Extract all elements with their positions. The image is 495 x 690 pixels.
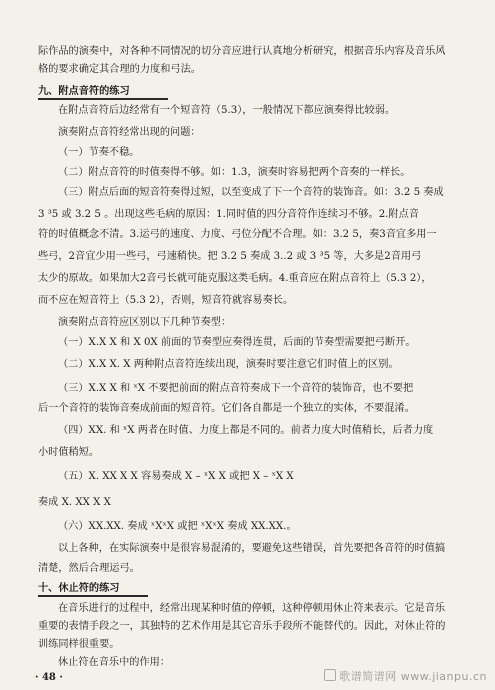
section-heading-dotted-notes: 九、附点音符的练习 — [38, 86, 130, 97]
watermark — [324, 668, 487, 684]
text-line: 重要的表情手段之一，其独特的艺术作用是其它音乐手段所不能替代的。因此，对休止符的 — [38, 621, 446, 632]
text-line: 后一个音符的装饰音奏成前面的短音符。它们各自都是一个独立的实体，不要混淆。 — [38, 403, 415, 414]
text-line: 而不应在短音符上（5.3 2），否则，短音符就容易奏长。 — [38, 295, 294, 306]
text-line: 演奏附点音符应区别以下几种节奏型： — [58, 317, 232, 328]
page-number: · 48 · — [35, 672, 63, 683]
rhythm-line: （六）XX.XX. 奏成 ˣXˣX 或把 ˣXˣX 奏成 XX.XX.。 — [58, 521, 297, 532]
text-line: （三）附点后面的短音符奏得过短，以至变成了下一个音符的装饰音。如：3.2 5 奏成 — [58, 187, 444, 198]
text-line: 格的要求确定其合理的力度和弓法。 — [38, 64, 201, 75]
text-line: 在附点音符后边经常有一个短音符（5.3），一般情况下都应演奏得比较弱。 — [58, 105, 396, 116]
rhythm-line: （三）X.X X 和 ˣX 不要把前面的附点音符奏成下一个音符的装饰音，也不要把 — [58, 383, 414, 394]
watermark-text: 歌谱简谱网 www.jianpu.cn — [339, 670, 487, 683]
text-line: 际作品的演奏中，对各种不同情况的切分音应进行认真地分析研究，根据音乐内容及音乐风 — [38, 46, 446, 57]
text-line: 休止符在音乐中的作用： — [58, 657, 171, 668]
heading-underline — [38, 595, 148, 597]
rhythm-line: （一）X.X X 和 X 0X 前面的节奏型应奏得连贯，后面的节奏型需要把弓断开。 — [58, 337, 416, 348]
text-line: 小时值稍短。 — [38, 447, 100, 458]
text-line: 3 ³5 或 3.2 5 。出现这些毛病的原因：1.同时值的四分音符作连续习不够。2.附点音 — [38, 209, 419, 220]
text-line: 符的时值概念不清。3.运弓的速度、力度、弓位分配不合理。如：3.2 5，奏3音宜多用一 — [38, 229, 437, 240]
text-line: 演奏附点音符经常出现的问题： — [58, 127, 201, 138]
text-line: （一）节奏不稳。 — [58, 147, 140, 158]
text-line: 清楚，然后合理运弓。 — [38, 563, 140, 574]
text-line: 些弓，2音宜少用一些弓，弓速稍快。把 3.2 5 奏成 3..2 或 3 ³5 等，大多是2音用弓 — [38, 251, 422, 262]
text-line: 太少的原故。如果加大2音弓长就可能克服这类毛病。4.重音应在附点音符上（5.3 2）， — [38, 273, 432, 284]
rhythm-line: 奏成 X. XX X X — [38, 497, 111, 508]
rhythm-line: （四）XX. 和 ˣX 两者在时值、力度上都是不同的。前者力度大时值稍长，后者力度 — [58, 425, 434, 436]
watermark-logo-icon — [324, 669, 336, 681]
heading-underline — [38, 98, 168, 100]
rhythm-line: （二）X.X X. X 两种附点音符连续出现，演奏时要注意它们时值上的区别。 — [58, 359, 399, 370]
rhythm-line: （五）X. XX X X 容易奏成 X – ˣX X 或把 X – ˣX X — [58, 471, 294, 482]
text-line: 训练同样很重要。 — [38, 639, 120, 650]
text-line: （二）附点音符的时值奏得不够。如：1.3，演奏时容易把两个音奏的一样长。 — [58, 167, 411, 178]
section-heading-rests: 十、休止符的练习 — [38, 583, 120, 594]
text-line: 在音乐进行的过程中，经常出现某种时值的停顿，这种停顿用休止符来表示。它是音乐 — [58, 603, 446, 614]
text-line: 以上各种，在实际演奏中是很容易混淆的，要避免这些错误，首先要把各音符的时值搞 — [58, 543, 446, 554]
